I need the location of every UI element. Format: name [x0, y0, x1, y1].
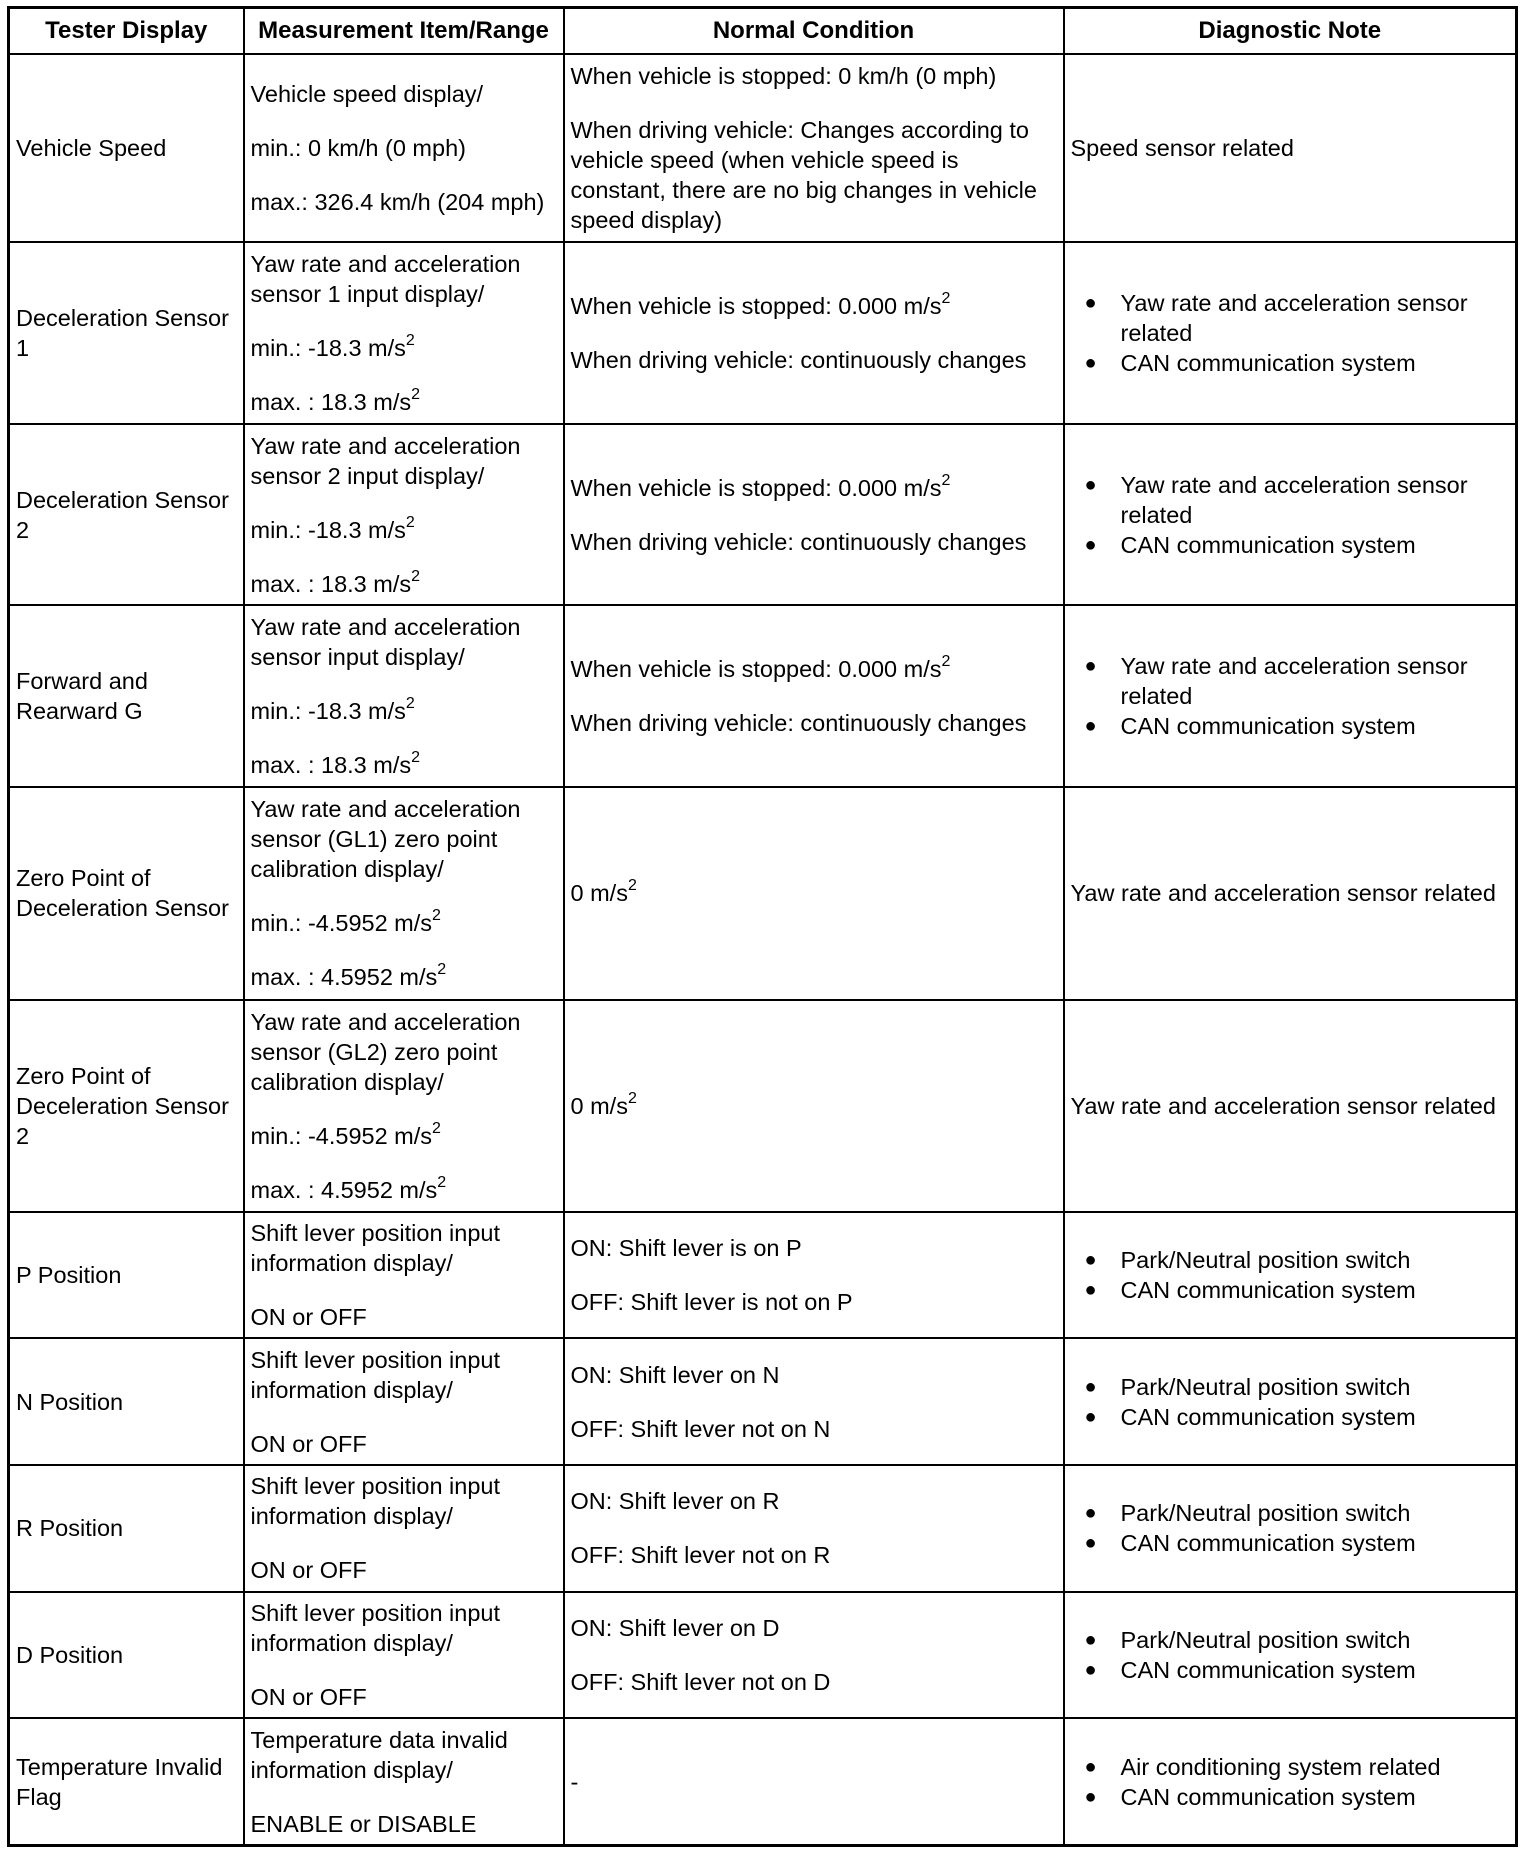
normal-line: [571, 708, 1057, 738]
tester-display-text: Forward and Rearward G: [16, 668, 148, 725]
superscript: 2: [941, 289, 951, 307]
range-text: min.: -4.5952 m/s: [250, 1122, 433, 1149]
range-text: Yaw rate and acceleration sensor (GL2) zero point calibration display/: [250, 1008, 521, 1095]
table-row: [9, 1592, 1517, 1719]
range-line: [251, 962, 557, 992]
cell-tester-display: [9, 1592, 244, 1719]
cell-tester-display: [9, 1465, 244, 1592]
superscript: 2: [405, 695, 415, 713]
cell-normal-condition: [564, 1212, 1064, 1339]
tester-display-text: D Position: [16, 1642, 124, 1668]
list-item: ● CAN communication system: [1121, 1782, 1510, 1812]
tester-display-text: Temperature Invalid Flag: [16, 1753, 223, 1810]
normal-line: [571, 1667, 1057, 1697]
tester-display-text: P Position: [16, 1262, 122, 1289]
cell-measurement-range: [244, 1465, 564, 1592]
normal-line: [571, 1486, 1057, 1516]
diagnostic-note-list: [1071, 1752, 1510, 1812]
cell-measurement-range: [244, 787, 564, 999]
superscript: 2: [432, 907, 441, 925]
cell-normal-condition: [564, 1592, 1064, 1719]
normal-text: When vehicle is stopped: 0.000 m/s: [570, 292, 942, 319]
normal-text: When driving vehicle: Changes according to vehicle speed (when vehicle speed is constant, there are no big changes in vehicle speed display): [570, 116, 1037, 233]
range-line: [251, 1809, 557, 1839]
range-text: min.: -4.5952 m/s: [250, 910, 433, 937]
superscript: 2: [941, 653, 951, 671]
range-line: [251, 1471, 557, 1531]
cell-diagnostic-note: [1064, 1212, 1517, 1339]
range-line: [251, 79, 557, 109]
range-text: Yaw rate and acceleration sensor 1 input display/: [250, 250, 521, 307]
table-header-row: [9, 8, 1517, 55]
range-text: max. : 4.5952 m/s: [250, 964, 438, 991]
range-line: [251, 1175, 557, 1205]
diagnostic-note-list: [1071, 1245, 1510, 1305]
tester-display-text: Vehicle Speed: [16, 134, 167, 161]
superscript: 2: [405, 513, 415, 531]
cell-diagnostic-note: [1064, 1465, 1517, 1592]
superscript: 2: [627, 1089, 637, 1107]
normal-text: ON: Shift lever is on P: [570, 1235, 802, 1262]
cell-tester-display: [9, 605, 244, 787]
list-item: ● Yaw rate and acceleration sensor related: [1121, 651, 1510, 711]
table-row: [9, 242, 1517, 424]
diagnostic-note-list: [1071, 470, 1510, 560]
cell-normal-condition: [564, 1000, 1064, 1212]
tester-display-text: Deceleration Sensor 2: [16, 486, 229, 543]
superscript: 2: [411, 749, 421, 767]
normal-line: [571, 527, 1057, 557]
range-text: ON or OFF: [250, 1430, 367, 1457]
cell-measurement-range: [244, 605, 564, 787]
normal-line: [571, 878, 1057, 908]
table-row: [9, 1338, 1517, 1465]
normal-text: ON: Shift lever on D: [570, 1615, 780, 1641]
normal-line: [571, 291, 1057, 321]
superscript: 2: [941, 471, 951, 489]
range-line: [251, 333, 557, 363]
cell-normal-condition: [564, 54, 1064, 242]
normal-text: When driving vehicle: continuously changes: [570, 528, 1027, 555]
range-line: [251, 387, 557, 417]
superscript: 2: [432, 1119, 441, 1137]
cell-tester-display: [9, 1000, 244, 1212]
diagnostic-note-list: [1071, 1498, 1510, 1558]
superscript: 2: [411, 385, 421, 403]
list-item: ● Yaw rate and acceleration sensor related: [1121, 288, 1510, 348]
cell-tester-display: [9, 1338, 244, 1465]
normal-line: [571, 654, 1057, 684]
list-item: ● Park/Neutral position switch: [1121, 1372, 1510, 1402]
table-row: [9, 787, 1517, 999]
range-line: [251, 908, 557, 938]
range-line: [251, 187, 557, 217]
range-line: [251, 1218, 557, 1278]
normal-text: -: [570, 1768, 579, 1795]
diagnostic-note-list: [1071, 1372, 1510, 1432]
list-item: ● CAN communication system: [1121, 348, 1510, 378]
normal-line: [571, 61, 1057, 91]
cell-measurement-range: [244, 242, 564, 424]
cell-measurement-range: [244, 424, 564, 606]
normal-line: [571, 115, 1057, 235]
normal-text: OFF: Shift lever is not on P: [570, 1289, 853, 1316]
table-row: [9, 54, 1517, 242]
range-line: [251, 1682, 557, 1712]
normal-text: 0 m/s: [570, 1092, 628, 1119]
range-text: ENABLE or DISABLE: [250, 1810, 477, 1837]
range-line: [251, 1725, 557, 1785]
range-text: Yaw rate and acceleration sensor (GL1) zero point calibration display/: [250, 796, 521, 883]
header-diagnostic-note: Diagnostic Note: [1064, 8, 1517, 55]
tester-display-text: R Position: [16, 1515, 124, 1542]
normal-text: ON: Shift lever on R: [570, 1488, 780, 1515]
normal-text: OFF: Shift lever not on D: [570, 1669, 831, 1695]
range-line: [251, 133, 557, 163]
normal-text: ON: Shift lever on N: [570, 1361, 780, 1388]
list-item: ● CAN communication system: [1121, 530, 1510, 560]
cell-diagnostic-note: [1064, 424, 1517, 606]
cell-measurement-range: [244, 1000, 564, 1212]
cell-normal-condition: [564, 1338, 1064, 1465]
table-row: [9, 605, 1517, 787]
list-item: ● CAN communication system: [1121, 1655, 1510, 1685]
cell-diagnostic-note: [1064, 1718, 1517, 1845]
diagnostic-note-text: Yaw rate and acceleration sensor related: [1070, 1092, 1496, 1119]
table-row: [9, 1212, 1517, 1339]
range-text: Shift lever position input information display/: [250, 1473, 501, 1530]
range-text: ON or OFF: [250, 1557, 367, 1584]
range-text: min.: -18.3 m/s: [250, 516, 406, 543]
list-item: ● CAN communication system: [1121, 1402, 1510, 1432]
range-line: [251, 1598, 557, 1658]
normal-line: [571, 1540, 1057, 1570]
cell-diagnostic-note: [1064, 54, 1517, 242]
list-item: ● Park/Neutral position switch: [1121, 1625, 1510, 1655]
range-line: [251, 794, 557, 884]
normal-text: When vehicle is stopped: 0 km/h (0 mph): [570, 62, 997, 89]
tester-display-text: Zero Point of Deceleration Sensor 2: [16, 1062, 229, 1149]
cell-tester-display: [9, 787, 244, 999]
range-text: max. : 4.5952 m/s: [250, 1176, 438, 1203]
normal-line: [571, 1091, 1057, 1121]
cell-measurement-range: [244, 1718, 564, 1845]
normal-text: OFF: Shift lever not on R: [570, 1542, 831, 1569]
cell-normal-condition: [564, 242, 1064, 424]
list-item: ● Air conditioning system related: [1121, 1752, 1510, 1782]
normal-line: [571, 1287, 1057, 1317]
normal-text: When driving vehicle: continuously changes: [570, 710, 1027, 737]
range-text: Shift lever position input information display/: [250, 1346, 501, 1403]
superscript: 2: [437, 961, 447, 979]
range-text: max. : 18.3 m/s: [250, 570, 412, 597]
range-line: [251, 1345, 557, 1405]
cell-diagnostic-note: [1064, 1592, 1517, 1719]
cell-diagnostic-note: [1064, 605, 1517, 787]
diagnostic-note-list: [1071, 1625, 1510, 1685]
range-line: [251, 612, 557, 672]
superscript: 2: [411, 567, 421, 585]
normal-text: When vehicle is stopped: 0.000 m/s: [570, 656, 942, 683]
cell-tester-display: [9, 1212, 244, 1339]
range-text: ON or OFF: [250, 1304, 367, 1331]
range-line: [251, 431, 557, 491]
range-text: max. : 18.3 m/s: [250, 388, 412, 415]
normal-text: OFF: Shift lever not on N: [570, 1415, 831, 1442]
document-page: [7, 6, 1515, 1847]
table-row: [9, 1718, 1517, 1845]
range-line: [251, 1555, 557, 1585]
data-monitor-table: [7, 6, 1518, 1847]
diagnostic-note-list: [1071, 651, 1510, 741]
range-line: [251, 1302, 557, 1332]
superscript: 2: [437, 1173, 447, 1191]
normal-line: [571, 345, 1057, 375]
table-body: [9, 54, 1517, 1846]
normal-line: [571, 1414, 1057, 1444]
header-tester-display: Tester Display: [9, 8, 244, 55]
range-text: max.: 326.4 km/h (204 mph): [250, 188, 545, 215]
range-text: Vehicle speed display/: [250, 80, 484, 107]
normal-text: When driving vehicle: continuously changes: [570, 346, 1027, 373]
list-item: ● CAN communication system: [1121, 1275, 1510, 1305]
range-line: [251, 249, 557, 309]
range-text: Yaw rate and acceleration sensor input display/: [250, 614, 521, 671]
header-normal-condition: Normal Condition: [564, 8, 1064, 55]
cell-tester-display: [9, 424, 244, 606]
table-row: [9, 1000, 1517, 1212]
cell-normal-condition: [564, 1465, 1064, 1592]
cell-tester-display: [9, 242, 244, 424]
range-line: [251, 1121, 557, 1151]
normal-line: [571, 1360, 1057, 1390]
cell-diagnostic-note: [1064, 1000, 1517, 1212]
range-text: ON or OFF: [250, 1684, 367, 1710]
normal-line: [571, 473, 1057, 503]
cell-tester-display: [9, 1718, 244, 1845]
diagnostic-note-text: Speed sensor related: [1070, 134, 1294, 161]
normal-line: [571, 1767, 1057, 1797]
cell-normal-condition: [564, 787, 1064, 999]
normal-line: [571, 1233, 1057, 1263]
diagnostic-note-text: Yaw rate and acceleration sensor related: [1070, 880, 1496, 907]
diagnostic-note-list: [1071, 288, 1510, 378]
normal-text: 0 m/s: [570, 880, 628, 907]
list-item: ● CAN communication system: [1121, 711, 1510, 741]
normal-text: When vehicle is stopped: 0.000 m/s: [570, 474, 942, 501]
normal-line: [571, 1613, 1057, 1643]
list-item: ● Yaw rate and acceleration sensor related: [1121, 470, 1510, 530]
cell-diagnostic-note: [1064, 242, 1517, 424]
superscript: 2: [627, 877, 637, 895]
cell-diagnostic-note: [1064, 1338, 1517, 1465]
header-measurement-item: Measurement Item/Range: [244, 8, 564, 55]
range-line: [251, 569, 557, 599]
table-row: [9, 1465, 1517, 1592]
range-text: max. : 18.3 m/s: [250, 752, 412, 779]
range-text: Yaw rate and acceleration sensor 2 input display/: [250, 432, 521, 489]
superscript: 2: [405, 331, 415, 349]
cell-tester-display: [9, 54, 244, 242]
range-text: min.: 0 km/h (0 mph): [250, 134, 466, 161]
range-text: min.: -18.3 m/s: [250, 698, 406, 725]
cell-measurement-range: [244, 54, 564, 242]
cell-normal-condition: [564, 1718, 1064, 1845]
cell-diagnostic-note: [1064, 787, 1517, 999]
range-line: [251, 1429, 557, 1459]
tester-display-text: Deceleration Sensor 1: [16, 304, 229, 361]
cell-measurement-range: [244, 1212, 564, 1339]
list-item: ● CAN communication system: [1121, 1528, 1510, 1558]
tester-display-text: Zero Point of Deceleration Sensor: [16, 865, 229, 922]
cell-measurement-range: [244, 1338, 564, 1465]
tester-display-text: N Position: [16, 1388, 124, 1415]
range-text: Shift lever position input information display/: [250, 1600, 501, 1656]
cell-measurement-range: [244, 1592, 564, 1719]
range-line: [251, 696, 557, 726]
cell-normal-condition: [564, 605, 1064, 787]
range-text: min.: -18.3 m/s: [250, 334, 406, 361]
range-line: [251, 1007, 557, 1097]
range-line: [251, 515, 557, 545]
list-item: ● Park/Neutral position switch: [1121, 1245, 1510, 1275]
table-row: [9, 424, 1517, 606]
range-text: Temperature data invalid information display/: [250, 1726, 508, 1783]
range-text: Shift lever position input information display/: [250, 1220, 501, 1277]
cell-normal-condition: [564, 424, 1064, 606]
range-line: [251, 750, 557, 780]
list-item: ● Park/Neutral position switch: [1121, 1498, 1510, 1528]
